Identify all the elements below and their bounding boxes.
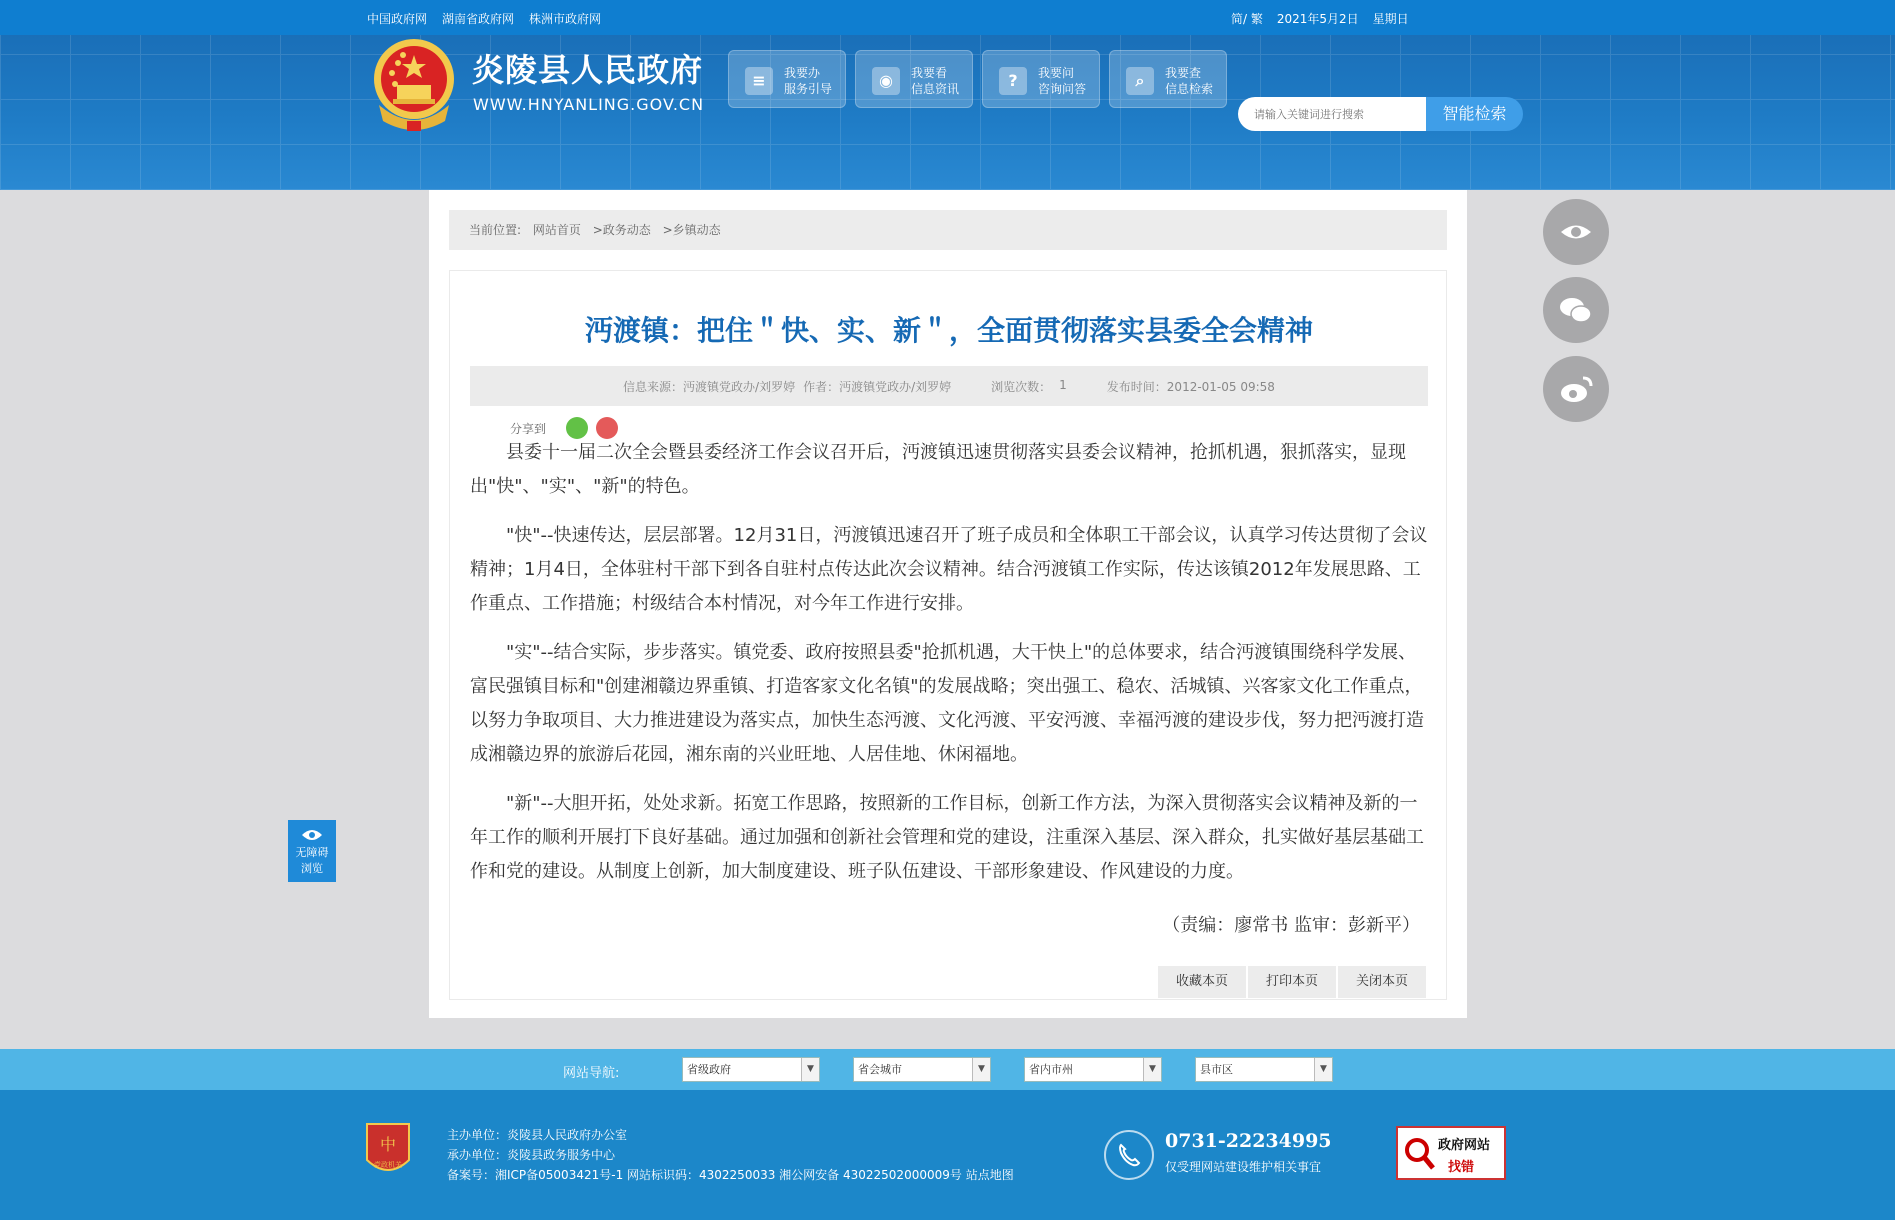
phone-note: 仅受理网站建设维护相关事宜 xyxy=(1165,1160,1322,1174)
link-hunan-gov[interactable]: 湖南省政府网 xyxy=(442,12,515,26)
accessibility-label-2: 浏览 xyxy=(301,862,323,875)
paragraph: "实"--结合实际，步步落实。镇党委、政府按照县委"抢抓机遇，大干快上"的总体要求，结合沔渡镇围绕科学发展、富民强镇目标和"创建湘赣边界重镇、打造客家文化名镇"的发展战略；突出强工、稳农、活城镇、兴客家文化工作重点，以努力争取项目、大力推进建设为落实点，加快生态沔渡、文化沔渡、平安沔渡、幸福沔渡的建设步伐，努力把沔渡打造成湘赣边界的旅游后花园，湘东南的兴业旺地、人居佳地、休闲福地。 xyxy=(470,642,1424,765)
svg-text:中: 中 xyxy=(379,1135,397,1154)
share-label: 分享到 xyxy=(510,421,547,436)
float-wechat-button[interactable] xyxy=(1543,277,1609,343)
select-counties[interactable] xyxy=(1195,1057,1333,1082)
link-central-gov[interactable]: 中国政府网 xyxy=(367,12,428,26)
site-nav-label: 网站导航: xyxy=(563,1066,620,1081)
breadcrumb-home[interactable]: 网站首页 xyxy=(532,223,581,237)
error-report-label-2: 找错 xyxy=(1448,1160,1475,1175)
nav-label-primary: 我要查 xyxy=(1165,66,1202,80)
current-weekday: 星期日 xyxy=(1372,12,1409,26)
breadcrumb-town-news[interactable]: >乡镇动态 xyxy=(662,223,721,237)
select-value: 县市区 xyxy=(1200,1063,1233,1076)
close-page-button[interactable]: 关闭本页 xyxy=(1336,966,1426,998)
select-value: 省会城市 xyxy=(858,1063,902,1076)
weibo-icon xyxy=(1543,356,1609,422)
footer-info xyxy=(447,1125,1014,1185)
national-emblem-icon xyxy=(367,35,461,135)
select-value: 省级政府 xyxy=(687,1063,731,1076)
current-date: 2021年5月2日 xyxy=(1276,12,1359,26)
float-eye-button[interactable] xyxy=(1543,199,1609,265)
editor-credit: （责编：廖常书 监审：彭新平） xyxy=(1162,915,1420,936)
document-icon: ≡ xyxy=(745,67,773,95)
nav-consult-qa-button[interactable] xyxy=(982,50,1100,108)
paragraph: "新"--大胆开拓，处处求新。拓宽工作思路，按照新的工作目标，创新工作方法，为深入贯彻落实会议精神及新的一年工作的顺利开展打下良好基础。通过加强和创新社会管理和党的建设，注重深入基层、深入群众，扎实做好基层基础工作和党的建设。从制度上创新，加大制度建设、班子队伍建设、干部形象建设、作风建设的力度。 xyxy=(470,793,1424,882)
paragraph: 县委十一届二次全会暨县委经济工作会议召开后，沔渡镇迅速贯彻落实县委会议精神，抢抓机遇，狠抓落实，显现出"快"、"实"、"新"的特色。 xyxy=(470,442,1406,497)
nav-label-secondary: 信息资讯 xyxy=(911,82,960,96)
chevron-down-icon: ▼ xyxy=(1314,1058,1332,1081)
wechat-icon xyxy=(1543,277,1609,343)
record-info: 备案号：湘ICP备05003421号-1 网站标识码：4302250033 湘公网安备 43022502000009号 站点地图 xyxy=(447,1168,1014,1182)
nav-label-primary: 我要看 xyxy=(911,66,948,80)
breadcrumb-label: 当前位置: xyxy=(469,223,522,237)
link-zhuzhou-gov[interactable]: 株洲市政府网 xyxy=(529,12,602,26)
contact-phone: 0731-22234995 xyxy=(1165,1130,1332,1152)
gov-site-error-report-button[interactable] xyxy=(1396,1126,1506,1180)
nav-label-secondary: 服务引导 xyxy=(784,82,833,96)
accessibility-label-1: 无障碍 xyxy=(295,846,329,859)
article-body xyxy=(470,436,1428,904)
article-meta xyxy=(470,366,1428,406)
site-domain: WWW.HNYANLING.GOV.CN xyxy=(473,95,705,114)
question-icon: ? xyxy=(999,67,1027,95)
phone-icon xyxy=(1104,1130,1154,1180)
nav-label-primary: 我要问 xyxy=(1038,66,1075,80)
bookmark-page-button[interactable]: 收藏本页 xyxy=(1156,966,1246,998)
select-provincial-gov[interactable] xyxy=(682,1057,820,1082)
eye-icon: ◉ xyxy=(872,67,900,95)
site-footer xyxy=(0,1090,1895,1220)
select-value: 省内市州 xyxy=(1029,1063,1073,1076)
site-title[interactable]: 炎陵县人民政府 xyxy=(472,51,704,89)
breadcrumb xyxy=(449,210,1447,250)
eye-icon xyxy=(1543,199,1609,265)
language-toggle[interactable]: 简/ 繁 xyxy=(1231,12,1263,26)
article xyxy=(449,270,1447,1000)
select-capital-cities[interactable] xyxy=(853,1057,991,1082)
nav-service-guide-button[interactable] xyxy=(728,50,846,108)
top-bar xyxy=(0,0,1895,35)
chevron-down-icon: ▼ xyxy=(1143,1058,1161,1081)
article-source: 信息来源：沔渡镇党政办/刘罗婷 xyxy=(623,379,796,394)
nav-label-primary: 我要办 xyxy=(784,66,821,80)
accessibility-button[interactable] xyxy=(288,820,336,882)
host-unit: 主办单位：炎陵县人民政府办公室 xyxy=(447,1128,628,1142)
select-province-cities[interactable] xyxy=(1024,1057,1162,1082)
article-actions xyxy=(1156,966,1426,998)
breadcrumb-gov-news[interactable]: >政务动态 xyxy=(592,223,651,237)
views-count: 1 xyxy=(1059,377,1067,392)
main-content xyxy=(429,190,1467,1018)
nav-label-secondary: 信息检索 xyxy=(1165,82,1214,96)
paragraph: "快"--快速传达，层层部署。12月31日，沔渡镇迅速召开了班子成员和全体职工干部会议，认真学习传达贯彻了会议精神；1月4日，全体驻村干部下到各自驻村点传达此次会议精神。结合沔渡镇工作实际，传达该镇2012年发展思路、工作重点、工作措施；村级结合本村情况，对今年工作进行安排。 xyxy=(470,525,1428,614)
organizer-unit: 承办单位：炎陵县政务服务中心 xyxy=(447,1148,616,1162)
eye-icon xyxy=(301,828,323,842)
chevron-down-icon: ▼ xyxy=(972,1058,990,1081)
nav-info-search-button[interactable] xyxy=(1109,50,1227,108)
nav-info-news-button[interactable] xyxy=(855,50,973,108)
float-weibo-button[interactable] xyxy=(1543,356,1609,422)
views-label: 浏览次数： xyxy=(991,379,1052,394)
gov-links xyxy=(367,10,601,27)
print-page-button[interactable]: 打印本页 xyxy=(1246,966,1336,998)
nav-label-secondary: 咨询问答 xyxy=(1038,82,1087,96)
top-right xyxy=(1231,10,1409,27)
smart-search-button[interactable]: 智能检索 xyxy=(1426,97,1523,131)
chevron-down-icon: ▼ xyxy=(801,1058,819,1081)
article-author: 作者：沔渡镇党政办/刘罗婷 xyxy=(803,379,952,394)
article-title: 沔渡镇：把住＂快、实、新＂，全面贯彻落实县委全会精神 xyxy=(584,314,1313,347)
search-input[interactable] xyxy=(1238,97,1426,131)
party-gov-badge-icon[interactable] xyxy=(363,1120,413,1180)
site-navigation-bar xyxy=(0,1049,1895,1090)
magnifier-icon xyxy=(1402,1132,1436,1176)
search-icon: ⌕ xyxy=(1126,67,1154,95)
error-report-label-1: 政府网站 xyxy=(1438,1138,1491,1153)
publish-time: 发布时间：2012-01-05 09:58 xyxy=(1106,379,1275,394)
svg-text:党政机关: 党政机关 xyxy=(374,1161,402,1169)
